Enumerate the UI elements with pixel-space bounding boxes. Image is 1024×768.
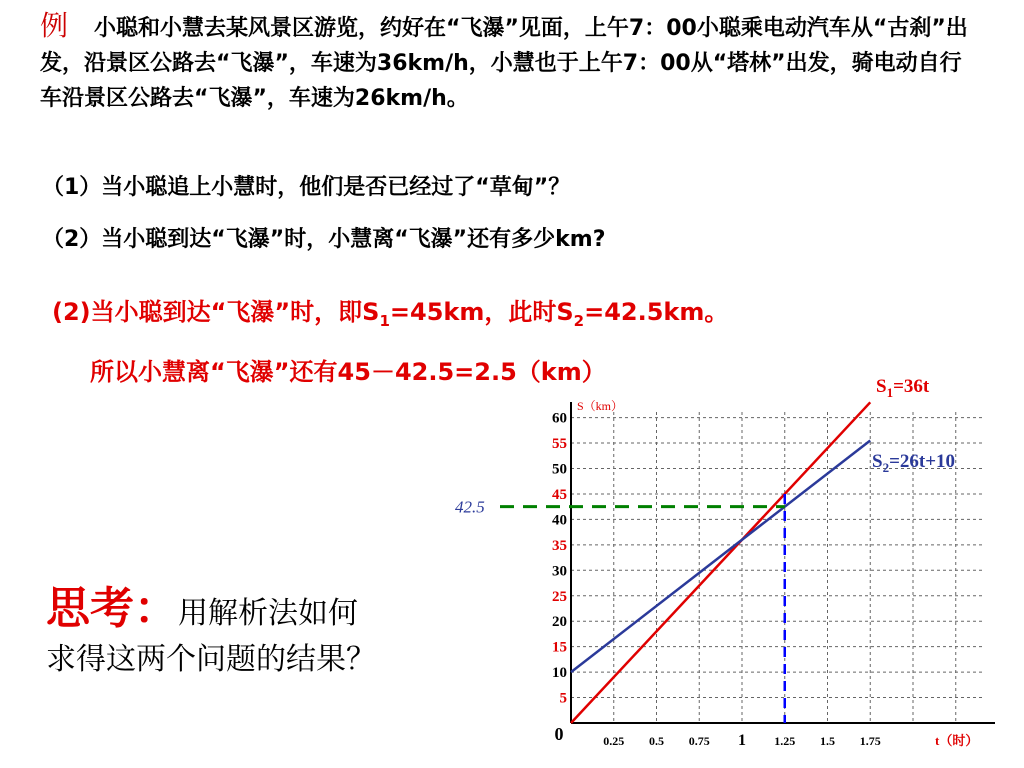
series-line-2 <box>571 441 870 673</box>
y-tick-label: 25 <box>552 588 567 605</box>
answer-text-c: =42.5km。 <box>584 298 729 326</box>
series-line-1 <box>571 402 870 723</box>
y-tick-label: 45 <box>552 486 567 503</box>
y-tick-label: 60 <box>552 410 567 427</box>
answer-sub-2: 2 <box>573 311 585 330</box>
problem-text: 小聪和小慧去某风景区游览，约好在“飞瀑”见面，上午7：00小聪乘电动汽车从“古刹”出发，沿景区公路去“飞瀑”，车速为36km/h，小慧也于上午7：00从“塔林”出发，骑电动自行车沿景区公路去“飞瀑”，车速为26km/h。 <box>40 16 968 111</box>
question-1: （1）当小聪追上小慧时，他们是否已经过了“草甸”？ <box>42 175 571 200</box>
answer-text-a: (2)当小聪到达“飞瀑”时，即S <box>52 298 380 326</box>
x-tick-label: 1.25 <box>774 734 796 748</box>
series-label-2: $S_2=26t+10$ <box>872 451 956 475</box>
y-tick-label: 15 <box>552 639 567 656</box>
y-tick-label: 20 <box>552 614 567 631</box>
y-tick-label: 50 <box>552 461 567 478</box>
think-text-1: 用解析法如何 <box>178 596 358 631</box>
answer-text-b: =45km，此时S <box>389 298 574 326</box>
think-label: 思考： <box>46 583 178 634</box>
y-tick-label: 10 <box>552 665 567 682</box>
answer-sub-1: 1 <box>379 311 390 330</box>
example-tag: 例 <box>40 9 69 42</box>
question-2: （2）当小聪到达“飞瀑”时，小慧离“飞瀑”还有多少km? <box>42 227 606 252</box>
y-tick-label: 40 <box>552 512 567 529</box>
x-tick-label: 1.75 <box>859 734 881 748</box>
x-tick-label: 0.25 <box>603 734 625 748</box>
y-tick-label: 5 <box>559 690 567 707</box>
y-tick-label: 55 <box>552 436 567 453</box>
y-tick-label: 35 <box>552 537 567 554</box>
x-tick-label: 1 <box>738 732 746 749</box>
y-tick-label: 30 <box>552 563 567 580</box>
origin-label: 0 <box>554 724 564 744</box>
x-tick-label: 0.75 <box>688 734 710 748</box>
x-tick-label: 0.5 <box>649 734 664 748</box>
answer-line-2: 所以小慧离“飞瀑”还有45－42.5=2.5（km） <box>90 358 606 386</box>
series-label-1: $S_1=36t$ <box>876 376 930 400</box>
x-tick-label: 1.5 <box>820 734 835 748</box>
x-axis-label: t（时） <box>935 733 979 748</box>
marker-horizontal-label: 42.5 <box>455 497 485 517</box>
y-axis-label: S（km） <box>577 399 624 413</box>
think-text-2: 求得这两个问题的结果？ <box>46 642 376 677</box>
